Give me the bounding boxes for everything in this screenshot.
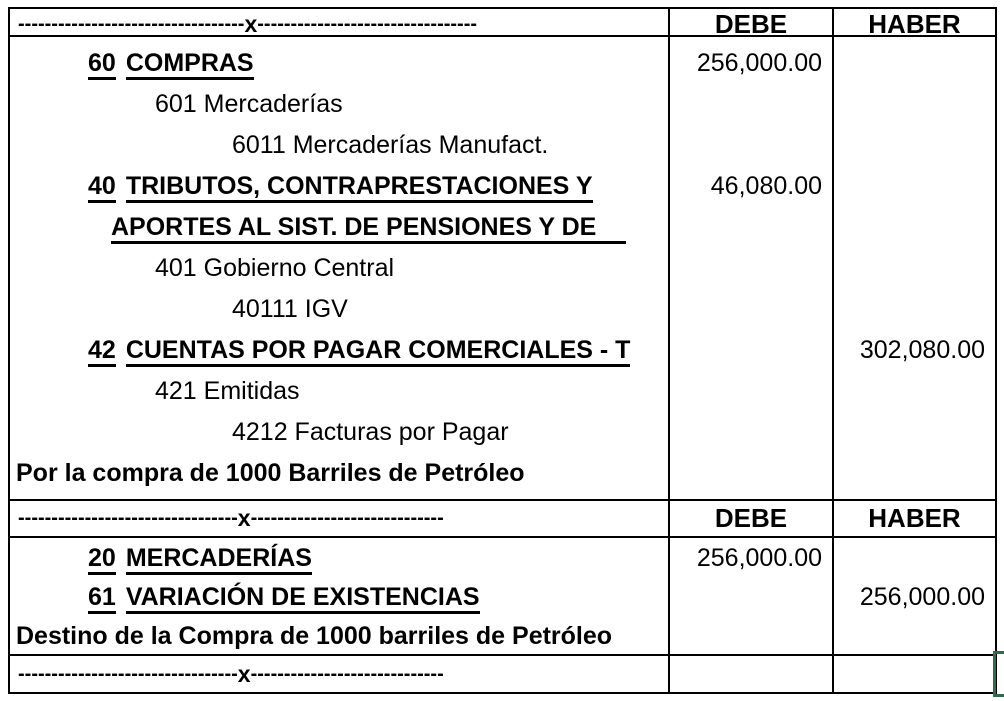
entry-divider [10,501,668,536]
account-code: 42 [88,336,116,367]
haber-amount [834,371,995,412]
haber-amount [834,166,995,207]
account-title-line [10,330,668,371]
debe-amount [670,248,832,289]
divider-dashes-right: ----------------------------- [250,507,444,529]
account-title-line [10,578,668,617]
subaccount-line: 4212 Facturas por Pagar [232,418,509,446]
subaccount-line: 6011 Mercaderías Manufact. [232,131,549,159]
subaccount-line: 401 Gobierno Central [155,254,395,282]
active-cell-selection[interactable] [993,651,1004,697]
haber-amount [834,289,995,330]
description-column [10,538,668,654]
haber-amount [834,125,995,166]
debe-amount [670,125,832,166]
haber-column-header: HABER [832,501,995,536]
debe-amount [670,617,832,654]
haber-amount [834,248,995,289]
haber-amount [834,617,995,654]
account-code: 40 [88,172,116,203]
account-code: 20 [88,544,116,575]
divider-dashes-left: --------------------------------- [18,507,238,529]
haber-amount [834,412,995,453]
account-name: COMPRAS [126,49,254,80]
divider-dashes-left: --------------------------------- [18,662,238,685]
account-code: 61 [88,583,116,614]
entry-divider [10,9,668,40]
description-column [10,37,668,499]
account-name: MERCADERÍAS [126,544,312,575]
entry-gloss-line: Destino de la Compra de 1000 barriles de Petróleo [16,622,613,650]
divider-dashes-left: ---------------------------------- [18,13,245,35]
debe-column-header [668,656,832,692]
divider-row [10,501,995,538]
haber-amount [834,453,995,494]
debe-column-header: DEBE [668,501,832,536]
haber-column [832,538,995,654]
account-code: 60 [88,49,116,80]
debe-amount [670,207,832,248]
haber-amount: 302,080.00 [859,336,985,364]
haber-column-header: HABER [832,9,995,40]
debe-amount [670,330,832,371]
debe-amount: 46,080.00 [710,172,822,200]
divider-x-mark: x [244,11,258,37]
debe-column [668,538,832,654]
haber-column [832,37,995,499]
entry-divider [10,656,668,692]
debe-column-header: DEBE [668,9,832,40]
account-name-continued: APORTES AL SIST. DE PENSIONES Y DE [111,213,626,244]
debe-amount [670,578,832,617]
divider-row [10,9,995,37]
account-title-line [10,43,668,84]
haber-column-header [832,656,995,692]
haber-amount [834,84,995,125]
account-name: CUENTAS POR PAGAR COMERCIALES - T [126,336,631,367]
account-title-line [10,166,668,207]
haber-amount: 256,000.00 [859,583,985,611]
debe-amount [670,289,832,330]
divider-x-mark: x [237,505,251,531]
debe-amount [670,84,832,125]
subaccount-line: 40111 IGV [232,295,348,323]
account-title-continuation [10,207,668,248]
entry-gloss-line: Por la compra de 1000 Barriles de Petróleo [16,459,525,487]
divider-row [10,656,995,692]
divider-dashes-right: ----------------------------- [250,662,444,685]
subaccount-line: 601 Mercaderías [155,90,343,118]
haber-amount [834,207,995,248]
divider-dashes-right: --------------------------------- [257,13,478,35]
account-name: TRIBUTOS, CONTRAPRESTACIONES Y [126,172,593,203]
account-title-line [10,539,668,578]
debe-amount [670,412,832,453]
divider-x-mark: x [237,660,251,687]
subaccount-line: 421 Emitidas [155,377,300,405]
journal-entry-rows [10,37,995,501]
haber-amount [834,43,995,84]
debe-amount [670,371,832,412]
haber-amount [834,539,995,578]
debe-amount: 256,000.00 [696,544,822,572]
journal-entry-rows [10,538,995,656]
debe-column [668,37,832,499]
debe-amount [670,453,832,494]
account-name: VARIACIÓN DE EXISTENCIAS [126,583,480,614]
debe-amount: 256,000.00 [696,49,822,77]
journal-entry-table [8,7,997,694]
